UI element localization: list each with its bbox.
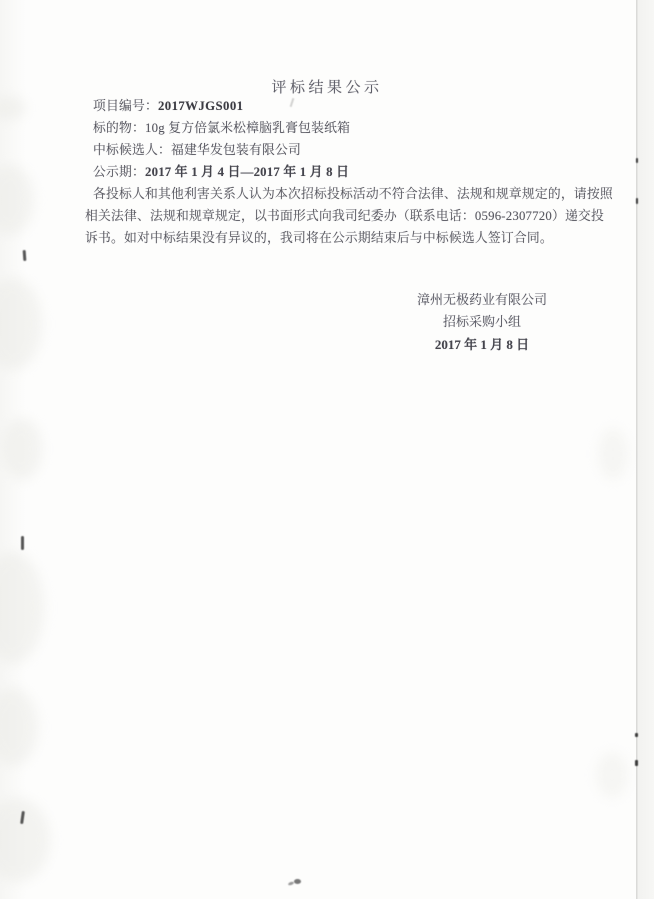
scan-ink-mark [21,536,24,550]
scan-bottom-mark [294,879,301,884]
paper-edge-shade [638,0,654,899]
scan-smudge [0,278,42,370]
field-subject [85,117,615,139]
field-label: 项目编号： [93,99,158,113]
scan-speck [635,760,638,766]
signature-block [393,289,571,356]
notice-line: 相关法律、法规和规章规定，以书面形式向我司纪委办（联系电话：0596-2307720）递交投 [85,209,604,223]
scan-speck [635,733,638,737]
scan-smudge [0,688,38,766]
scan-speck [636,158,638,163]
document-body [85,95,615,249]
scan-smudge [0,165,34,235]
scan-smudge [2,418,42,480]
scan-smudge [596,752,628,798]
field-value: 2017WJGS001 [157,99,244,113]
scan-speck [636,198,638,204]
notice-line: 各投标人和其他利害关系人认为本次招标投标活动不符合法律、法规和规章规定的，请按照 [93,187,613,201]
field-label: 中标候选人： [93,143,171,157]
field-label: 标的物： [93,121,145,135]
field-value: 福建华发包装有限公司 [170,143,301,157]
field-publicity-period [85,161,615,183]
scan-smudge [0,96,26,120]
scan-smudge [598,428,628,480]
scan-smudge [0,798,50,882]
signature-date: 2017 年 1 月 8 日 [434,336,530,352]
scan-ink-mark [23,250,27,261]
signature-department: 招标采购小组 [442,314,521,330]
notice-line: 诉书。如对中标结果没有异议的，我司将在公示期结束后与中标候选人签订合同。 [85,231,553,245]
field-value: 10g 复方倍氯米松樟脑乳膏包装纸箱 [145,121,351,135]
field-label: 公示期： [93,165,145,179]
document-title: 评标结果公示 [271,80,383,96]
scan-smudge [0,552,44,664]
field-project-number [85,95,615,117]
signature-company: 漳州无极药业有限公司 [416,292,547,307]
field-winning-candidate [85,139,615,161]
field-value: 2017 年 1 月 4 日—2017 年 1 月 8 日 [145,165,350,179]
